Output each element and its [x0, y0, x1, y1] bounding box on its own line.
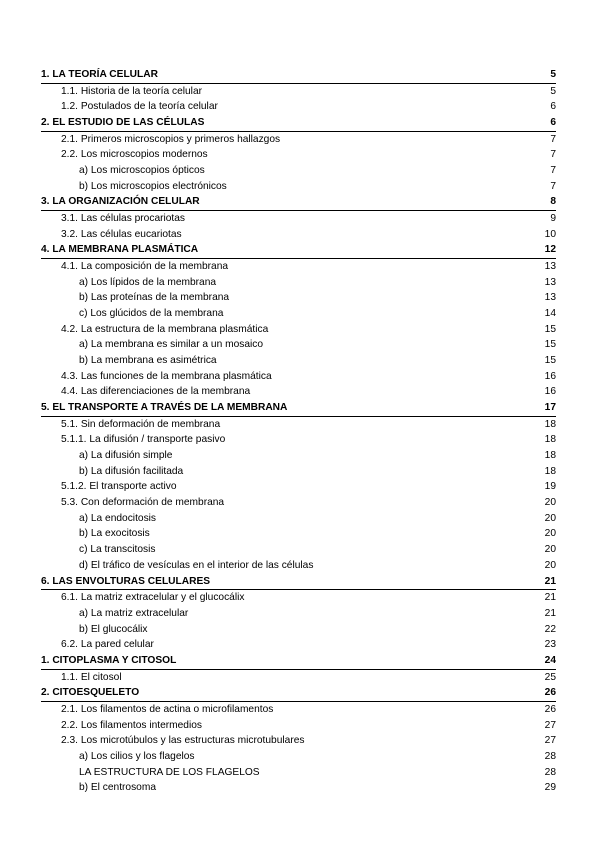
toc-entry-page-number: 18 [544, 465, 556, 477]
toc-entry-page-number: 16 [544, 370, 556, 382]
toc-entry-page-number: 13 [544, 261, 556, 273]
toc-entry[interactable] [41, 99, 556, 115]
toc-entry-title: a) La membrana es similar a un mosaico [79, 339, 264, 351]
toc-entry[interactable] [41, 670, 556, 686]
toc-entry-page-number: 22 [544, 623, 556, 635]
table-of-contents [41, 67, 556, 796]
toc-entry[interactable] [41, 432, 556, 448]
toc-entry-title: a) Los microscopios ópticos [79, 165, 205, 177]
toc-entry-page-number: 26 [544, 687, 556, 699]
toc-entry-page-number: 6 [550, 101, 556, 113]
toc-entry-title: 5. EL TRANSPORTE A TRAVÉS DE LA MEMBRANA [41, 402, 288, 414]
toc-entry[interactable] [41, 163, 556, 179]
toc-entry-page-number: 27 [544, 719, 556, 731]
toc-entry-title: 2.1. Primeros microscopios y primeros hallazgos [61, 133, 281, 145]
toc-entry[interactable] [41, 780, 556, 796]
toc-entry-page-number: 25 [544, 671, 556, 683]
toc-entry-title: 2.3. Los microtúbulos y las estructuras microtubulares [61, 735, 305, 747]
toc-entry[interactable] [41, 259, 556, 275]
toc-entry-page-number: 18 [544, 450, 556, 462]
toc-entry-page-number: 27 [544, 735, 556, 747]
toc-entry-title: b) La difusión facilitada [79, 465, 184, 477]
toc-entry[interactable] [41, 637, 556, 653]
toc-section-heading[interactable] [41, 115, 556, 132]
toc-entry[interactable] [41, 369, 556, 385]
toc-entry-title: 4. LA MEMBRANA PLASMÁTICA [41, 244, 199, 256]
toc-entry-title: 6.2. La pared celular [61, 639, 154, 651]
toc-entry[interactable] [41, 353, 556, 369]
toc-entry-page-number: 9 [550, 213, 556, 225]
toc-entry-page-number: 5 [550, 85, 556, 97]
toc-entry[interactable] [41, 590, 556, 606]
toc-section-heading[interactable] [41, 653, 556, 670]
toc-entry-page-number: 7 [550, 180, 556, 192]
toc-entry-page-number: 21 [544, 592, 556, 604]
toc-entry-page-number: 19 [544, 481, 556, 493]
toc-entry[interactable] [41, 417, 556, 433]
toc-entry-title: b) El centrosoma [79, 782, 157, 794]
toc-entry-title: 5.1.1. La difusión / transporte pasivo [61, 434, 226, 446]
toc-entry[interactable] [41, 542, 556, 558]
toc-entry[interactable] [41, 702, 556, 718]
toc-entry[interactable] [41, 275, 556, 291]
toc-section-heading[interactable] [41, 67, 556, 84]
toc-entry-title: 2.2. Los filamentos intermedios [61, 719, 202, 731]
toc-entry-title: 3. LA ORGANIZACIÓN CELULAR [41, 196, 200, 208]
toc-entry-page-number: 28 [544, 766, 556, 778]
toc-entry-title: 4.3. Las funciones de la membrana plasmática [61, 370, 272, 382]
toc-entry-title: a) La endocitosis [79, 512, 157, 524]
toc-entry-title: 4.4. Las diferenciaciones de la membrana [61, 386, 251, 398]
toc-entry-title: b) El glucocálix [79, 623, 148, 635]
toc-entry-page-number: 18 [544, 434, 556, 446]
toc-entry-title: a) Los lípidos de la membrana [79, 276, 217, 288]
toc-entry-title: c) La transcitosis [79, 544, 156, 556]
toc-entry[interactable] [41, 448, 556, 464]
toc-entry-page-number: 24 [544, 654, 556, 666]
toc-entry[interactable] [41, 227, 556, 243]
toc-entry-title: b) La exocitosis [79, 528, 150, 540]
toc-entry[interactable] [41, 84, 556, 100]
toc-entry-page-number: 7 [550, 149, 556, 161]
toc-entry[interactable] [41, 306, 556, 322]
toc-entry-page-number: 29 [544, 782, 556, 794]
toc-entry-page-number: 20 [544, 559, 556, 571]
toc-section-heading[interactable] [41, 685, 556, 702]
toc-entry[interactable] [41, 606, 556, 622]
toc-entry-page-number: 10 [544, 228, 556, 240]
toc-entry-page-number: 13 [544, 276, 556, 288]
toc-entry-page-number: 15 [544, 323, 556, 335]
toc-entry[interactable] [41, 622, 556, 638]
toc-entry[interactable] [41, 384, 556, 400]
toc-entry-page-number: 26 [544, 703, 556, 715]
toc-entry-page-number: 20 [544, 497, 556, 509]
toc-entry-title: 2.1. Los filamentos de actina o microfilamentos [61, 703, 274, 715]
toc-entry-title: d) El tráfico de vesículas en el interior de las células [79, 559, 314, 571]
toc-entry[interactable] [41, 179, 556, 195]
toc-entry-page-number: 20 [544, 512, 556, 524]
toc-section-heading[interactable] [41, 242, 556, 259]
toc-entry-page-number: 15 [544, 355, 556, 367]
toc-entry-title: LA ESTRUCTURA DE LOS FLAGELOS [79, 766, 260, 778]
toc-entry[interactable] [41, 558, 556, 574]
toc-entry-title: 3.1. Las células procariotas [61, 213, 186, 225]
toc-entry-title: b) Los microscopios electrónicos [79, 180, 227, 192]
toc-entry[interactable] [41, 322, 556, 338]
toc-entry-title: 2.2. Los microscopios modernos [61, 149, 208, 161]
toc-entry[interactable] [41, 464, 556, 480]
toc-entry-page-number: 5 [550, 69, 556, 80]
toc-entry[interactable] [41, 749, 556, 765]
toc-entry[interactable] [41, 290, 556, 306]
toc-entry-page-number: 21 [544, 607, 556, 619]
toc-entry[interactable] [41, 765, 556, 781]
toc-entry[interactable] [41, 132, 556, 148]
toc-entry[interactable] [41, 211, 556, 227]
toc-entry-page-number: 7 [550, 133, 556, 145]
toc-entry[interactable] [41, 511, 556, 527]
toc-entry-page-number: 12 [544, 244, 556, 256]
toc-entry-page-number: 21 [544, 575, 556, 587]
toc-entry-title: a) La difusión simple [79, 450, 173, 462]
toc-entry-page-number: 13 [544, 292, 556, 304]
toc-section-heading[interactable] [41, 574, 556, 591]
toc-entry-page-number: 6 [550, 117, 556, 129]
toc-section-heading[interactable] [41, 400, 556, 417]
toc-entry-title: 1.1. El citosol [61, 671, 122, 683]
toc-entry-page-number: 16 [544, 386, 556, 398]
toc-entry[interactable] [41, 526, 556, 542]
toc-entry-title: 2. CITOESQUELETO [41, 687, 140, 699]
toc-entry-title: 1.2. Postulados de la teoría celular [61, 101, 218, 113]
toc-entry-page-number: 8 [550, 196, 556, 208]
toc-entry-title: 2. EL ESTUDIO DE LAS CÉLULAS [41, 117, 205, 129]
toc-entry-page-number: 20 [544, 544, 556, 556]
toc-entry[interactable] [41, 147, 556, 163]
toc-entry-page-number: 15 [544, 339, 556, 351]
toc-entry-title: b) Las proteínas de la membrana [79, 292, 230, 304]
toc-entry-title: 4.1. La composición de la membrana [61, 261, 229, 273]
toc-entry-title: 3.2. Las células eucariotas [61, 228, 182, 240]
toc-entry-title: 4.2. La estructura de la membrana plasmática [61, 323, 269, 335]
toc-entry-title: 1. CITOPLASMA Y CITOSOL [41, 654, 177, 666]
toc-entry-page-number: 23 [544, 639, 556, 651]
toc-entry-title: a) Los cilios y los flagelos [79, 750, 195, 762]
toc-entry-title: 6.1. La matriz extracelular y el glucocálix [61, 592, 245, 604]
toc-entry[interactable] [41, 718, 556, 734]
toc-entry-title: c) Los glúcidos de la membrana [79, 308, 224, 320]
toc-entry-title: 1.1. Historia de la teoría celular [61, 85, 202, 97]
toc-entry-page-number: 20 [544, 528, 556, 540]
toc-entry-page-number: 18 [544, 418, 556, 430]
toc-entry[interactable] [41, 733, 556, 749]
toc-entry[interactable] [41, 495, 556, 511]
toc-entry-title: b) La membrana es asimétrica [79, 355, 217, 367]
toc-entry[interactable] [41, 479, 556, 495]
toc-entry-title: 1. LA TEORÍA CELULAR [41, 69, 158, 80]
toc-entry-title: 5.1. Sin deformación de membrana [61, 418, 221, 430]
toc-entry-title: 5.1.2. El transporte activo [61, 481, 177, 493]
toc-entry-page-number: 17 [544, 402, 556, 414]
toc-entry-page-number: 28 [544, 750, 556, 762]
toc-entry-page-number: 7 [550, 165, 556, 177]
toc-section-heading[interactable] [41, 194, 556, 211]
toc-entry-page-number: 14 [544, 308, 556, 320]
toc-entry-title: a) La matriz extracelular [79, 607, 189, 619]
toc-entry-title: 6. LAS ENVOLTURAS CELULARES [41, 575, 211, 587]
toc-entry-title: 5.3. Con deformación de membrana [61, 497, 225, 509]
toc-entry[interactable] [41, 337, 556, 353]
